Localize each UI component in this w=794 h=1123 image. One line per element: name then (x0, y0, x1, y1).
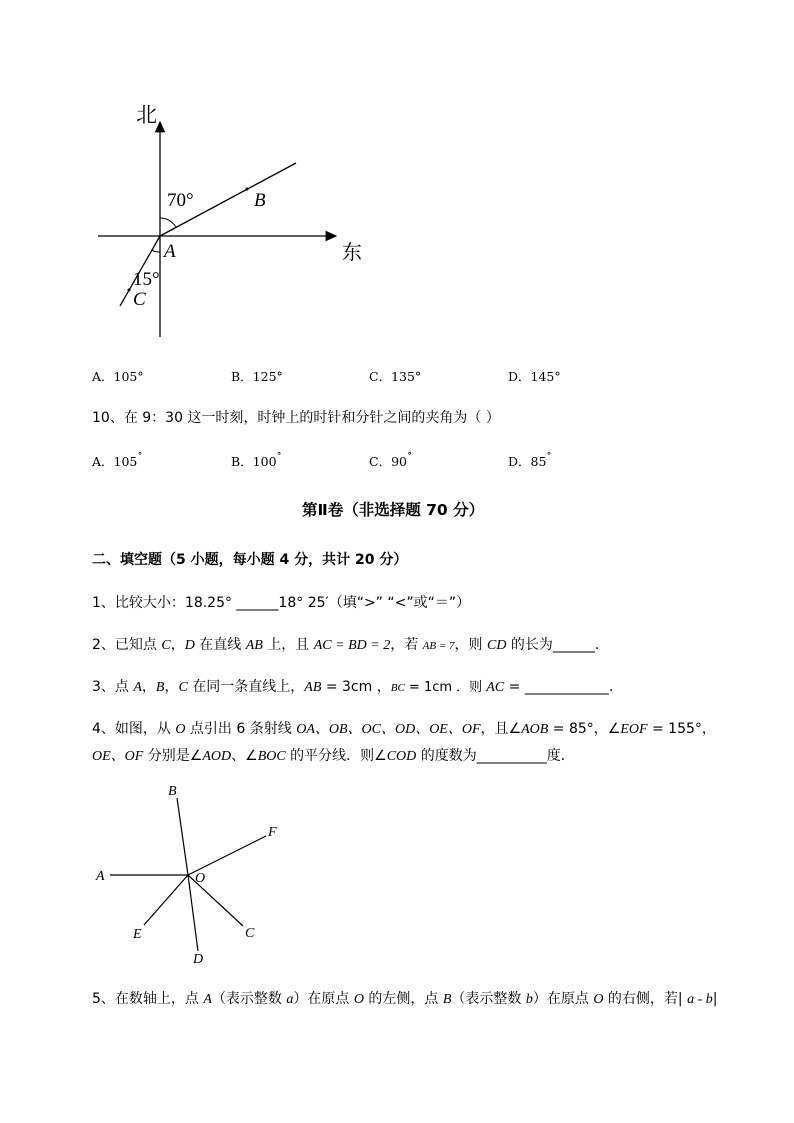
q4-part: = 85°，∠ (548, 721, 621, 737)
q4-line1 (92, 718, 716, 738)
q2-part: ，则 (454, 637, 487, 653)
label-angle-15: 15° (133, 269, 160, 290)
q3-var-b: B (155, 680, 165, 695)
q2-blank[interactable]: 的长为______. (506, 637, 600, 653)
q2-part: ， (170, 637, 185, 653)
q4-part: 点引出 6 条射线 (185, 721, 297, 737)
q4-rays-oe-of: OE、OF (92, 749, 144, 764)
label-d: D (193, 952, 204, 967)
q10-option-a[interactable] (92, 452, 143, 470)
q3-part: 3、点 (92, 679, 134, 695)
q3-var-bc: BC (390, 682, 405, 694)
q5-var-o: O (593, 992, 604, 1007)
q9-option-b[interactable]: B．125° (231, 369, 283, 384)
q4-part: 的平分线．则∠ (285, 748, 387, 764)
degree-mark: ˚ (406, 452, 413, 464)
q4-line2 (92, 745, 575, 765)
label-o: O (195, 871, 206, 886)
q4-angle-cod: COD (386, 749, 417, 764)
q10-option-a-text: A．105 (92, 454, 138, 470)
q2-part: 2、已知点 (92, 637, 162, 653)
q9-option-d[interactable]: D．145° (508, 369, 561, 384)
q4-var-o: O (175, 722, 186, 737)
q10-option-d[interactable] (508, 452, 552, 470)
q5-var-b: b (525, 992, 533, 1007)
label-east: 东 (342, 240, 362, 264)
q10-option-b[interactable] (231, 452, 282, 470)
q10-option-c[interactable] (369, 452, 412, 470)
q4-angle-aod: AOD (202, 749, 232, 764)
q4-part: 、∠ (231, 748, 258, 764)
q9-option-a[interactable]: A．105° (92, 369, 144, 384)
q10-option-c-text: C．90 (369, 454, 407, 470)
q5-part: 的右侧，若| (603, 991, 688, 1007)
q1-text: 1、比较大小：18.25° ______18° 25′（填“>” “<”或“＝”） (92, 595, 471, 611)
q4-angle-aob: AOB (521, 722, 549, 737)
ray-of (188, 836, 266, 875)
ray-oe (144, 875, 188, 925)
q4-part: 4、如图，从 (92, 721, 176, 737)
q3-var-ac: AC (486, 680, 505, 695)
q2-var-ab: AB (245, 638, 263, 653)
q2-var-d: D (184, 638, 195, 653)
q3-part: 在同一条直线上， (187, 679, 305, 695)
section-fill-in-heading: 二、填空题（5 小题，每小题 4 分，共计 20 分） (92, 552, 408, 568)
q4-part: 分别是∠ (143, 748, 203, 764)
q5-part: （表示整数 (451, 991, 526, 1007)
point-c-dot (128, 289, 131, 292)
q10-stem: 10、在 9：30 这一时刻，时钟上的时针和分针之间的夹角为（ ） (92, 410, 500, 426)
q3-var-a: A (133, 680, 142, 695)
q4-blank[interactable]: 的度数为__________度． (416, 748, 575, 764)
q2-ab-value: AB = 7 (422, 640, 455, 652)
q4-part: ，且∠ (480, 721, 522, 737)
q2-var-c: C (161, 638, 171, 653)
q4-part: = 155°， (647, 721, 716, 737)
q5-text (92, 988, 717, 1008)
q5-part: （表示整数 (211, 991, 287, 1007)
angle-arc-15 (152, 250, 160, 252)
q5-part: 5、在数轴上，点 (92, 991, 204, 1007)
q3-part: ， (164, 679, 179, 695)
q3-blank[interactable]: = ____________. (504, 679, 614, 695)
figure-six-rays (0, 780, 794, 970)
degree-mark: ˚ (546, 452, 552, 464)
q5-part: | (712, 991, 718, 1007)
q3-var-c: C (178, 680, 188, 695)
point-b-dot (246, 188, 249, 191)
q5-var-b-point: B (442, 992, 452, 1007)
q3-part: = 3cm ， (321, 679, 391, 695)
q3-part: = 1cm ．则 (404, 680, 487, 695)
q5-part: 的左侧，点 (363, 991, 443, 1007)
label-north: 北 (136, 103, 157, 127)
label-f: F (268, 825, 277, 840)
q10-option-b-text: B．100 (231, 454, 277, 470)
q5-var-a-point: A (203, 992, 212, 1007)
degree-mark: ˚ (276, 452, 282, 464)
q2-equation: AC = BD = 2 (313, 638, 391, 653)
q3-var-ab: AB (304, 680, 322, 695)
label-e: E (133, 927, 142, 942)
q4-rays: OA、OB、OC、OD、OE、OF (296, 722, 481, 737)
label-point-b: B (254, 190, 266, 211)
label-c: C (245, 926, 255, 941)
q5-part: ）在原点 (293, 991, 354, 1007)
ray-od (188, 875, 198, 951)
label-a: A (96, 869, 105, 884)
q3-part: ， (141, 679, 156, 695)
q9-option-c[interactable]: C．135° (369, 369, 422, 384)
q2-part: 上，且 (262, 637, 314, 653)
label-point-a: A (164, 241, 176, 262)
q5-part: ）在原点 (532, 991, 594, 1007)
angle-arc-70 (160, 218, 176, 227)
q4-angle-eof: EOF (620, 722, 648, 737)
ray-ob (177, 798, 188, 875)
figure-compass-diagram (0, 0, 794, 350)
q4-angle-boc: BOC (257, 749, 286, 764)
part2-title: 第Ⅱ卷（非选择题 70 分） (302, 501, 485, 519)
q2-part: ，若 (390, 637, 423, 653)
q5-var-o: O (353, 992, 364, 1007)
label-angle-70: 70° (167, 190, 194, 211)
q10-option-d-text: D．85 (508, 454, 547, 470)
label-point-c: C (133, 289, 146, 310)
label-b: B (168, 784, 177, 799)
degree-mark: ˚ (137, 452, 143, 464)
q5-expression: a - b (687, 992, 713, 1007)
q2-var-cd: CD (486, 638, 507, 653)
q2-part: 在直线 (194, 637, 246, 653)
q5-var-a: a (286, 992, 294, 1007)
q3-text (92, 676, 613, 696)
q2-text (92, 634, 599, 654)
